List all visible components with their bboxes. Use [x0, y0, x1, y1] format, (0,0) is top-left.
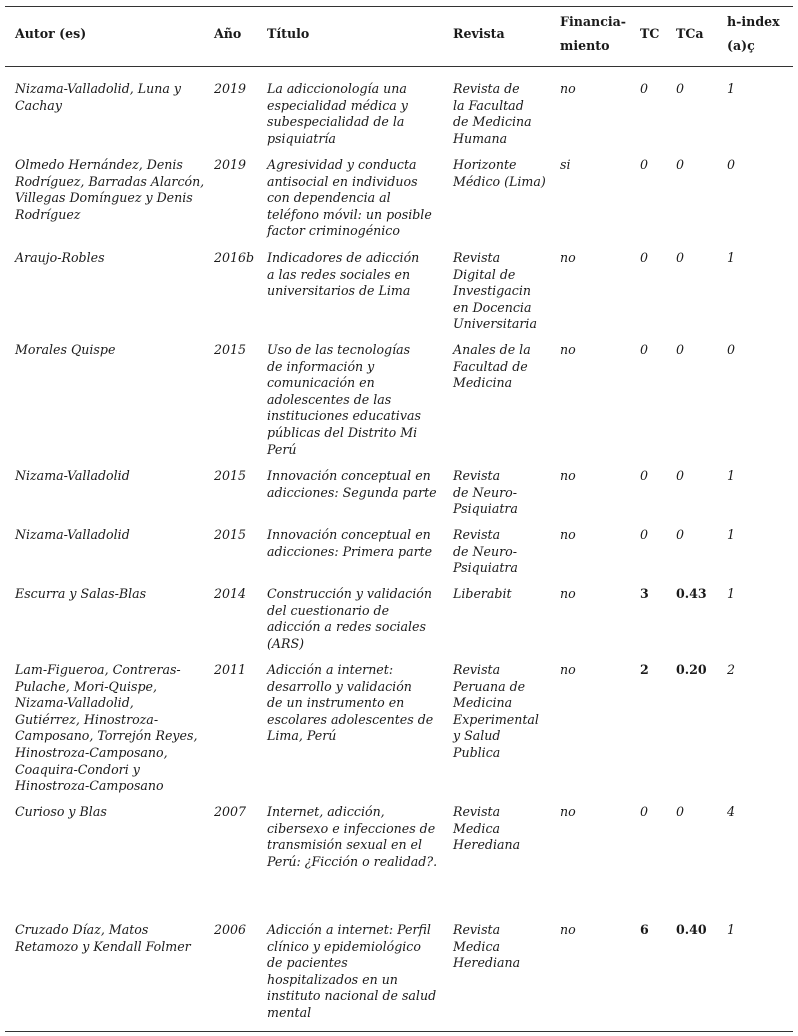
cell-titulo-line: subespecialidad de la: [267, 114, 405, 130]
cell-revista-line: Revista: [453, 922, 501, 937]
table-header-rule: [5, 66, 793, 67]
cell-revista-line: Revista: [453, 662, 501, 677]
cell-financiamiento: no: [560, 250, 576, 265]
cell-autor-line: Rodríguez, Barradas Alarcón,: [15, 173, 205, 189]
cell-titulo-line: con dependencia al: [267, 190, 391, 206]
cell-titulo-line: transmisión sexual en el: [267, 837, 423, 853]
cell-revista-line: y Salud: [453, 728, 501, 744]
cell-revista: [453, 527, 553, 577]
cell-titulo-line: universitarios de Lima: [267, 283, 411, 299]
cell-revista-line: Psiquiatra: [453, 501, 518, 517]
cell-autor-line: Camposano, Torrejón Reyes,: [15, 728, 198, 744]
cell-revista: [453, 468, 553, 518]
cell-revista: [453, 804, 553, 854]
cell-titulo-line: Perú: [267, 441, 297, 457]
cell-titulo: [267, 468, 445, 501]
cell-titulo-line: instituto nacional de salud: [267, 988, 437, 1004]
cell-revista-line: Revista: [453, 804, 501, 819]
cell-hindex: 1: [727, 586, 736, 601]
cell-revista-line: Herediana: [453, 955, 521, 971]
cell-titulo-line: La adiccionología una: [267, 81, 407, 96]
cell-titulo-line: a las redes sociales en: [267, 266, 411, 282]
cell-titulo-line: instituciones educativas: [267, 408, 421, 424]
header-financiamiento-line1: Financia-: [560, 14, 627, 29]
cell-autor-line: Nizama-Valladolid, Luna y: [15, 81, 181, 96]
header-titulo: Título: [267, 26, 310, 41]
cell-anio: 2014: [214, 586, 247, 601]
cell-autor-line: Nizama-Valladolid: [15, 468, 130, 483]
cell-autor: [15, 468, 205, 485]
cell-revista: [453, 157, 553, 190]
cell-revista-line: Digital de: [453, 266, 516, 282]
cell-titulo: [267, 81, 445, 147]
table-bottom-rule: [5, 1031, 793, 1032]
cell-autor-line: Lam-Figueroa, Contreras-: [15, 662, 181, 677]
cell-revista: [453, 81, 553, 147]
cell-revista-line: Medicina: [453, 375, 513, 391]
cell-anio: 2019: [214, 157, 247, 172]
cell-financiamiento: no: [560, 468, 576, 483]
cell-tca: 0: [676, 157, 685, 172]
cell-anio: 2016b: [214, 250, 255, 265]
cell-tc: 6: [640, 922, 649, 937]
cell-anio: 2015: [214, 342, 247, 357]
cell-autor: [15, 922, 205, 955]
cell-hindex: 4: [727, 804, 736, 819]
cell-autor-line: Nizama-Valladolid,: [15, 695, 134, 711]
cell-titulo-line: escolares adolescentes de: [267, 711, 434, 727]
cell-titulo-line: Perú: ¿Ficción o realidad?.: [267, 853, 438, 869]
cell-revista: [453, 342, 553, 392]
cell-anio: 2006: [214, 922, 247, 937]
cell-revista-line: Universitaria: [453, 316, 537, 332]
cell-tc: 0: [640, 342, 649, 357]
cell-revista-line: Medicina: [453, 695, 513, 711]
cell-autor-line: Gutiérrez, Hinostroza-: [15, 711, 159, 727]
cell-titulo-line: comunicación en: [267, 375, 375, 391]
cell-titulo-line: Agresividad y conducta: [267, 157, 417, 172]
cell-revista-line: Liberabit: [453, 586, 512, 601]
cell-autor-line: Pulache, Mori-Quispe,: [15, 678, 157, 694]
cell-autor-line: Rodríguez: [15, 206, 81, 222]
cell-hindex: 1: [727, 527, 736, 542]
cell-titulo-line: Adicción a internet: Perfil: [267, 922, 431, 937]
header-financiamiento-line2: miento: [560, 38, 610, 53]
cell-tca: 0: [676, 342, 685, 357]
cell-titulo-line: (ARS): [267, 635, 305, 651]
cell-titulo-line: Construcción y validación: [267, 586, 432, 601]
cell-titulo: [267, 527, 445, 560]
cell-hindex: 0: [727, 342, 736, 357]
cell-revista-line: Experimental: [453, 711, 539, 727]
cell-revista-line: Humana: [453, 130, 508, 146]
cell-anio: 2011: [214, 662, 247, 677]
cell-titulo-line: psiquiatría: [267, 130, 336, 146]
cell-titulo-line: clínico y epidemiológico: [267, 938, 421, 954]
cell-financiamiento: no: [560, 342, 576, 357]
cell-titulo-line: Adicción a internet:: [267, 662, 394, 677]
header-tca: TCa: [676, 26, 704, 41]
cell-tc: 0: [640, 468, 649, 483]
cell-titulo: [267, 342, 445, 458]
cell-autor-line: Retamozo y Kendall Folmer: [15, 938, 191, 954]
cell-autor-line: Hinostroza-Camposano: [15, 778, 164, 794]
table-top-rule: [5, 6, 793, 7]
cell-anio: 2007: [214, 804, 247, 819]
cell-titulo-line: desarrollo y validación: [267, 678, 412, 694]
cell-tca: 0.40: [676, 922, 707, 937]
cell-revista-line: la Facultad: [453, 97, 524, 113]
cell-anio: 2019: [214, 81, 247, 96]
cell-revista-line: de Neuro-: [453, 543, 517, 559]
cell-financiamiento: no: [560, 586, 576, 601]
cell-titulo-line: antisocial en individuos: [267, 173, 418, 189]
cell-revista-line: Médico (Lima): [453, 173, 546, 189]
cell-tc: 2: [640, 662, 649, 677]
cell-titulo: [267, 804, 445, 870]
cell-revista-line: Revista: [453, 527, 501, 542]
header-tc: TC: [640, 26, 660, 41]
cell-titulo-line: Indicadores de adicción: [267, 250, 420, 265]
cell-autor-line: Escurra y Salas-Blas: [15, 586, 147, 601]
cell-revista-line: Investigacin: [453, 283, 531, 299]
cell-tc: 0: [640, 81, 649, 96]
cell-hindex: 0: [727, 157, 736, 172]
cell-titulo-line: adicción a redes sociales: [267, 619, 426, 635]
cell-autor-line: Hinostroza-Camposano,: [15, 744, 168, 760]
cell-revista-line: de Neuro-: [453, 484, 517, 500]
cell-autor: [15, 81, 205, 114]
cell-revista-line: Horizonte: [453, 157, 517, 172]
cell-tca: 0: [676, 81, 685, 96]
cell-titulo-line: hospitalizados en un: [267, 971, 398, 987]
cell-revista-line: Anales de la: [453, 342, 531, 357]
cell-hindex: 1: [727, 468, 736, 483]
cell-revista-line: Psiquiatra: [453, 560, 518, 576]
cell-tc: 0: [640, 250, 649, 265]
cell-titulo: [267, 662, 445, 745]
header-hindex: [727, 14, 787, 54]
cell-revista: [453, 250, 553, 333]
cell-revista-line: Medica: [453, 820, 500, 836]
cell-hindex: 1: [727, 250, 736, 265]
cell-revista: [453, 662, 553, 762]
cell-revista-line: Facultad de: [453, 358, 528, 374]
header-anio: Año: [214, 26, 242, 41]
cell-revista-line: Revista: [453, 250, 501, 265]
cell-titulo-line: de información y: [267, 358, 375, 374]
cell-autor-line: Araujo-Robles: [15, 250, 105, 265]
cell-autor-line: Villegas Domínguez y Denis: [15, 190, 193, 206]
cell-titulo-line: Uso de las tecnologías: [267, 342, 411, 357]
cell-tc: 0: [640, 157, 649, 172]
cell-tc: 0: [640, 527, 649, 542]
header-hindex-line2: (a)ç: [727, 38, 755, 53]
cell-autor-line: Cruzado Díaz, Matos: [15, 922, 149, 937]
cell-titulo-line: Innovación conceptual en: [267, 527, 431, 542]
cell-revista-line: Publica: [453, 744, 501, 760]
cell-hindex: 1: [727, 81, 736, 96]
cell-revista: [453, 586, 553, 603]
cell-autor: [15, 586, 205, 603]
cell-tca: 0.43: [676, 586, 707, 601]
cell-titulo: [267, 586, 445, 652]
cell-tc: 0: [640, 804, 649, 819]
cell-anio: 2015: [214, 527, 247, 542]
cell-titulo-line: de pacientes: [267, 955, 348, 971]
cell-titulo-line: Lima, Perú: [267, 728, 337, 744]
cell-titulo-line: adolescentes de las: [267, 391, 392, 407]
cell-autor: [15, 342, 205, 359]
cell-autor: [15, 157, 205, 223]
cell-autor: [15, 250, 205, 267]
cell-autor-line: Morales Quispe: [15, 342, 116, 357]
cell-autor-line: Nizama-Valladolid: [15, 527, 130, 542]
cell-revista-line: Revista: [453, 468, 501, 483]
cell-titulo-line: Innovación conceptual en: [267, 468, 431, 483]
cell-titulo-line: mental: [267, 1004, 312, 1020]
cell-autor-line: Curioso y Blas: [15, 804, 107, 819]
cell-tca: 0: [676, 250, 685, 265]
cell-financiamiento: no: [560, 81, 576, 96]
cell-titulo-line: cibersexo e infecciones de: [267, 820, 436, 836]
cell-tca: 0: [676, 804, 685, 819]
cell-titulo: [267, 250, 445, 300]
cell-revista: [453, 922, 553, 972]
cell-financiamiento: no: [560, 804, 576, 819]
cell-financiamiento: si: [560, 157, 571, 172]
cell-anio: 2015: [214, 468, 247, 483]
cell-tca: 0: [676, 527, 685, 542]
cell-revista-line: Revista de: [453, 81, 520, 96]
header-hindex-line1: h-index: [727, 14, 780, 29]
table-header: [5, 14, 793, 64]
cell-autor-line: Olmedo Hernández, Denis: [15, 157, 183, 172]
cell-tca: 0: [676, 468, 685, 483]
cell-hindex: 2: [727, 662, 736, 677]
cell-titulo-line: teléfono móvil: un posible: [267, 206, 432, 222]
cell-autor-line: Cachay: [15, 97, 62, 113]
cell-revista-line: en Docencia: [453, 299, 532, 315]
cell-titulo-line: especialidad médica y: [267, 97, 408, 113]
cell-revista-line: Herediana: [453, 837, 521, 853]
header-revista: Revista: [453, 26, 505, 41]
header-financiamiento: [560, 14, 635, 54]
cell-titulo: [267, 157, 445, 240]
cell-financiamiento: no: [560, 922, 576, 937]
cell-autor: [15, 804, 205, 821]
header-autor: Autor (es): [15, 26, 87, 41]
cell-autor: [15, 662, 205, 795]
cell-tca: 0.20: [676, 662, 707, 677]
cell-hindex: 1: [727, 922, 736, 937]
cell-titulo-line: adicciones: Segunda parte: [267, 484, 437, 500]
cell-revista-line: Peruana de: [453, 678, 526, 694]
cell-titulo-line: factor criminogénico: [267, 223, 400, 239]
cell-titulo-line: del cuestionario de: [267, 602, 390, 618]
cell-revista-line: de Medicina: [453, 114, 532, 130]
cell-titulo-line: públicas del Distrito Mi: [267, 424, 418, 440]
cell-titulo: [267, 922, 445, 1022]
cell-autor-line: Coaquira-Condori y: [15, 761, 140, 777]
cell-revista-line: Medica: [453, 938, 500, 954]
cell-titulo-line: Internet, adicción,: [267, 804, 385, 819]
cell-titulo-line: de un instrumento en: [267, 695, 405, 711]
cell-financiamiento: no: [560, 662, 576, 677]
cell-financiamiento: no: [560, 527, 576, 542]
cell-autor: [15, 527, 205, 544]
cell-tc: 3: [640, 586, 649, 601]
cell-titulo-line: adicciones: Primera parte: [267, 543, 433, 559]
